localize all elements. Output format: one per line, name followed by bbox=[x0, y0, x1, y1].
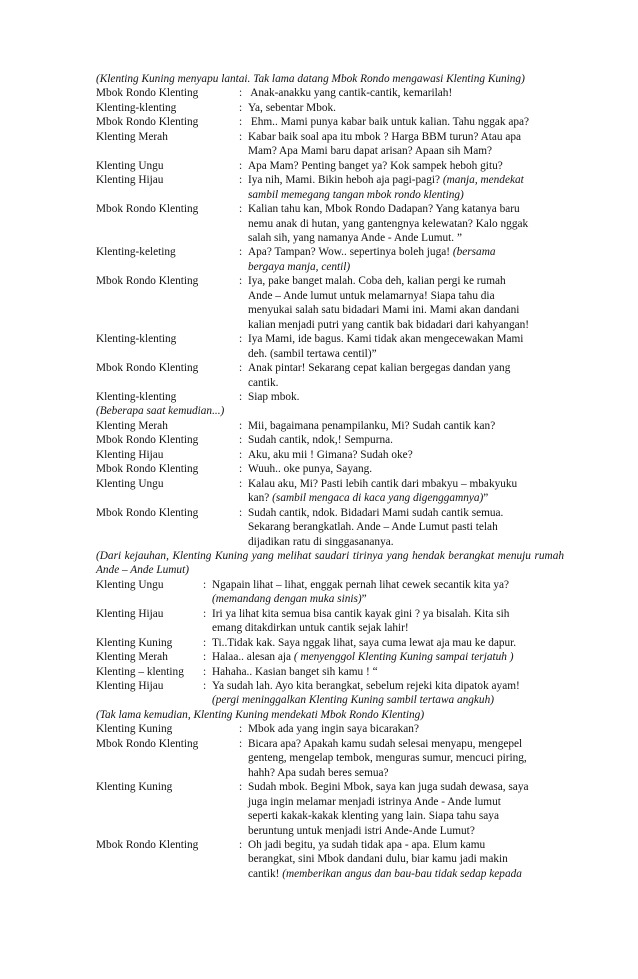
dialogue-line bbox=[96, 245, 564, 274]
dialogue-line bbox=[96, 679, 564, 708]
spoken-text: Kabar baik soal apa itu mbok ? Harga BBM turun? Atau apa bbox=[248, 130, 522, 143]
dialogue-segment bbox=[239, 751, 564, 765]
colon-separator: : bbox=[239, 333, 243, 346]
colon-separator: : bbox=[239, 390, 243, 403]
spoken-text: Ehm.. Mami punya kabar baik untuk kalian. Tahu nggak apa? bbox=[248, 116, 530, 129]
colon-separator: : bbox=[239, 839, 243, 852]
dialogue-text bbox=[239, 101, 564, 115]
dialogue-text bbox=[203, 578, 564, 607]
dialogue-segment bbox=[239, 275, 506, 287]
dialogue-segment bbox=[203, 637, 516, 649]
dialogue-line bbox=[96, 650, 564, 664]
dialogue-segment bbox=[203, 680, 520, 692]
stage-note: (memberikan angus dan bau-bau tidak sedap kepada bbox=[282, 867, 522, 880]
speaker-name: Mbok Rondo Klenting bbox=[96, 506, 199, 519]
colon-separator: : bbox=[203, 607, 207, 620]
stage-direction: (Klenting Kuning menyapu lantai. Tak lama datang Mbok Rondo mengawasi Klenting Kuning) bbox=[96, 73, 525, 85]
dialogue-line bbox=[96, 101, 564, 115]
dialogue-segment bbox=[239, 507, 503, 519]
dialogue-line bbox=[96, 202, 564, 245]
dialogue-line bbox=[96, 86, 564, 100]
dialogue-segment bbox=[239, 867, 564, 881]
spoken-text: dijadikan ratu di singgasananya. bbox=[248, 535, 394, 548]
dialogue-segment bbox=[239, 420, 495, 432]
dialogue-segment bbox=[239, 376, 564, 390]
dialogue-segment bbox=[239, 852, 564, 866]
speaker-name: Klenting Hijau bbox=[96, 680, 164, 693]
spoken-text: Iya Mami, ide bagus. Kami tidak akan mengecewakan Mami bbox=[248, 333, 524, 346]
colon-separator: : bbox=[239, 463, 243, 476]
spoken-text: Ngapain lihat – lihat, enggak pernah lihat cewek secantik kita ya? bbox=[212, 578, 510, 591]
dialogue-line bbox=[96, 274, 564, 332]
dialogue-line bbox=[96, 361, 564, 390]
dialogue-text bbox=[239, 173, 564, 202]
dialogue-text bbox=[239, 130, 564, 159]
dialogue-segment bbox=[239, 449, 413, 461]
dialogue-segment bbox=[239, 87, 452, 99]
dialogue-text bbox=[239, 477, 564, 506]
dialogue-line bbox=[96, 462, 564, 476]
dialogue-segment bbox=[239, 839, 485, 851]
dialogue-line bbox=[96, 838, 564, 881]
dialogue-segment bbox=[239, 102, 336, 114]
colon-separator: : bbox=[203, 680, 207, 693]
dialogue-segment bbox=[239, 391, 299, 403]
dialogue-text bbox=[239, 448, 564, 462]
spoken-text: Iya, pake banget malah. Coba deh, kalian pergi ke rumah bbox=[248, 275, 506, 288]
dialogue-segment bbox=[239, 463, 372, 475]
dialogue-line bbox=[96, 390, 564, 404]
speaker-name: Klenting-klenting bbox=[96, 390, 177, 403]
dialogue-text bbox=[239, 274, 564, 332]
dialogue-text bbox=[239, 722, 564, 736]
spoken-text: genteng, mengelap tembok, menguras sumur, mencuci piring, bbox=[248, 752, 527, 765]
speaker-name: Mbok Rondo Klenting bbox=[96, 275, 199, 288]
colon-separator: : bbox=[239, 174, 243, 187]
stage-note: (pergi meninggalkan Klenting Kuning sambil tertawa angkuh) bbox=[212, 694, 494, 707]
spoken-text: Iya nih, Mami. Bikin heboh aja pagi-pagi? bbox=[248, 174, 443, 187]
colon-separator: : bbox=[239, 419, 243, 432]
stage-direction: (Beberapa saat kemudian...) bbox=[96, 405, 225, 418]
spoken-text: Oh jadi begitu, ya sudah tidak apa - apa. Elum kamu bbox=[248, 839, 486, 852]
spoken-text: ” bbox=[483, 492, 489, 505]
spoken-text: ” bbox=[361, 593, 367, 606]
dialogue-segment bbox=[239, 131, 521, 143]
spoken-text: Anak-anakku yang cantik-cantik, kemarilah! bbox=[248, 87, 453, 100]
dialogue-text bbox=[203, 636, 564, 650]
stage-note: (memandang dengan muka sinis) bbox=[212, 593, 362, 606]
spoken-text: deh. (sambil tertawa centil)” bbox=[248, 347, 377, 360]
spoken-text: Mbok ada yang ingin saya bicarakan? bbox=[248, 723, 419, 736]
colon-separator: : bbox=[239, 737, 243, 750]
speaker-name: Mbok Rondo Klenting bbox=[96, 839, 199, 852]
dialogue-text bbox=[239, 419, 564, 433]
dialogue-segment bbox=[203, 693, 564, 707]
dialogue-segment bbox=[203, 579, 509, 591]
colon-separator: : bbox=[239, 246, 243, 259]
dialogue-segment bbox=[239, 116, 529, 128]
dialogue-text bbox=[239, 737, 564, 780]
spoken-text: Sudah cantik, ndok. Bidadari Mami sudah cantik semua. bbox=[248, 506, 504, 519]
stage-direction: (Dari kejauhan, Klenting Kuning yang melihat saudari tirinya yang hendak berangkat menuju rumah Ande – Ande Lumut) bbox=[96, 549, 564, 577]
spoken-text: beruntung untuk menjadi istri Ande-Ande Lumut? bbox=[248, 824, 475, 837]
speaker-name: Mbok Rondo Klenting bbox=[96, 116, 199, 129]
colon-separator: : bbox=[239, 159, 243, 172]
dialogue-segment bbox=[203, 666, 378, 678]
dialogue-text bbox=[239, 838, 564, 881]
dialogue-text bbox=[239, 506, 564, 549]
speaker-name: Klenting Merah bbox=[96, 651, 168, 664]
spoken-text: cantik. bbox=[248, 376, 279, 389]
speaker-name: Mbok Rondo Klenting bbox=[96, 463, 199, 476]
dialogue-text bbox=[239, 780, 564, 838]
speaker-name: Mbok Rondo Klenting bbox=[96, 203, 199, 216]
stage-note: sambil memegang tangan mbok rondo klenting) bbox=[248, 188, 464, 201]
dialogue-segment bbox=[239, 333, 523, 345]
dialogue-text bbox=[239, 462, 564, 476]
spoken-text: Sudah cantik, ndok,! Sempurna. bbox=[248, 434, 393, 447]
speaker-name: Klenting-klenting bbox=[96, 101, 177, 114]
speaker-name: Klenting Kuning bbox=[96, 636, 173, 649]
spoken-text: kalian menjadi putri yang cantik bak bidadari dari kahyangan! bbox=[248, 318, 530, 331]
colon-separator: : bbox=[203, 636, 207, 649]
colon-separator: : bbox=[239, 506, 243, 519]
dialogue-text bbox=[239, 245, 564, 274]
spoken-text: Ti..Tidak kak. Saya nggak lihat, saya cuma lewat aja mau ke dapur. bbox=[212, 636, 517, 649]
spoken-text: Apa Mam? Penting banget ya? Kok sampek heboh gitu? bbox=[248, 159, 503, 172]
script-page bbox=[96, 72, 564, 881]
stage-note: (sambil mengaca di kaca yang digenggamnya) bbox=[272, 492, 484, 505]
dialogue-text bbox=[239, 159, 564, 173]
speaker-name: Klenting Hijau bbox=[96, 607, 164, 620]
stage-note: ( menyenggol Klenting Kuning sampai terjatuh ) bbox=[293, 651, 514, 664]
spoken-text: Sekarang berangkatlah. Ande – Ande Lumut pasti telah bbox=[248, 521, 498, 534]
dialogue-text bbox=[239, 86, 564, 100]
dialogue-text bbox=[203, 650, 564, 664]
colon-separator: : bbox=[239, 448, 243, 461]
colon-separator: : bbox=[239, 101, 243, 114]
dialogue-text bbox=[239, 115, 564, 129]
dialogue-line bbox=[96, 159, 564, 173]
dialogue-text bbox=[239, 390, 564, 404]
dialogue-text bbox=[239, 332, 564, 361]
colon-separator: : bbox=[239, 781, 243, 794]
stage-note: bergaya manja, centil) bbox=[248, 260, 351, 273]
spoken-text: Anak pintar! Sekarang cepat kalian bergegas dandan yang bbox=[248, 362, 511, 375]
dialogue-text bbox=[239, 433, 564, 447]
speaker-name: Klenting Hijau bbox=[96, 174, 164, 187]
dialogue-segment bbox=[203, 621, 564, 635]
dialogue-line bbox=[96, 607, 564, 636]
spoken-text: Kalau aku, Mi? Pasti lebih cantik dari mbakyu – mbakyuku bbox=[248, 477, 518, 490]
dialogue-line bbox=[96, 722, 564, 736]
spoken-text: kan? bbox=[248, 492, 273, 505]
dialogue-segment bbox=[239, 795, 564, 809]
colon-separator: : bbox=[239, 434, 243, 447]
colon-separator: : bbox=[239, 477, 243, 490]
dialogue-segment bbox=[239, 203, 520, 215]
dialogue-text bbox=[203, 679, 564, 708]
dialogue-segment bbox=[239, 260, 564, 274]
speaker-name: Klenting Ungu bbox=[96, 159, 164, 172]
spoken-text: Mii, bagaimana penampilanku, Mi? Sudah cantik kan? bbox=[248, 419, 496, 432]
stage-note: (bersama bbox=[452, 246, 496, 259]
dialogue-segment bbox=[239, 160, 503, 172]
spoken-text: Halaa.. alesan aja bbox=[212, 651, 294, 664]
colon-separator: : bbox=[239, 116, 243, 129]
dialogue-segment bbox=[203, 608, 509, 620]
speaker-name: Mbok Rondo Klenting bbox=[96, 434, 199, 447]
dialogue-text bbox=[239, 202, 564, 245]
speaker-name: Klenting Merah bbox=[96, 419, 168, 432]
stage-note: (manja, mendekat bbox=[442, 174, 524, 187]
colon-separator: : bbox=[239, 723, 243, 736]
dialogue-line bbox=[96, 448, 564, 462]
dialogue-line bbox=[96, 419, 564, 433]
dialogue-segment bbox=[239, 738, 522, 750]
speaker-name: Klenting Kuning bbox=[96, 781, 173, 794]
speaker-name: Klenting-klenting bbox=[96, 333, 177, 346]
dialogue-segment bbox=[203, 651, 514, 663]
speaker-name: Klenting Kuning bbox=[96, 723, 173, 736]
dialogue-segment bbox=[239, 289, 564, 303]
spoken-text: Kalian tahu kan, Mbok Rondo Dadapan? Yang katanya baru bbox=[248, 203, 520, 216]
dialogue-segment bbox=[239, 520, 564, 534]
dialogue-segment bbox=[239, 723, 419, 735]
speaker-name: Mbok Rondo Klenting bbox=[96, 737, 199, 750]
spoken-text: Ya sudah lah. Ayo kita berangkat, sebelum rejeki kita dipatok ayam! bbox=[212, 680, 520, 693]
spoken-text: Aku, aku mii ! Gimana? Sudah oke? bbox=[248, 448, 413, 461]
dialogue-segment bbox=[239, 318, 564, 332]
speaker-name: Mbok Rondo Klenting bbox=[96, 362, 199, 375]
spoken-text: emang ditakdirkan untuk cantik sejak lahir! bbox=[212, 622, 409, 635]
colon-separator: : bbox=[203, 651, 207, 664]
speaker-name: Klenting Hijau bbox=[96, 448, 164, 461]
speaker-name: Klenting Ungu bbox=[96, 477, 164, 490]
colon-separator: : bbox=[239, 130, 243, 143]
spoken-text: Bicara apa? Apakah kamu sudah selesai menyapu, mengepel bbox=[248, 737, 523, 750]
dialogue-segment bbox=[239, 347, 564, 361]
dialogue-segment bbox=[239, 188, 564, 202]
dialogue-line bbox=[96, 115, 564, 129]
speaker-name: Klenting – klenting bbox=[96, 665, 184, 678]
dialogue-line bbox=[96, 130, 564, 159]
dialogue-segment bbox=[239, 303, 564, 317]
spoken-text: hahh? Apa sudah beres semua? bbox=[248, 766, 389, 779]
colon-separator: : bbox=[239, 362, 243, 375]
speaker-name: Mbok Rondo Klenting bbox=[96, 87, 199, 100]
dialogue-segment bbox=[239, 809, 564, 823]
colon-separator: : bbox=[239, 275, 243, 288]
colon-separator: : bbox=[203, 578, 207, 591]
colon-separator: : bbox=[239, 87, 243, 100]
spoken-text: Ya, sebentar Mbok. bbox=[248, 101, 336, 114]
spoken-text: juga ingin melamar menjadi istrinya Ande - Ande lumut bbox=[248, 795, 501, 808]
dialogue-line bbox=[96, 636, 564, 650]
speaker-name: Klenting Ungu bbox=[96, 578, 164, 591]
dialogue-segment bbox=[239, 535, 564, 549]
dialogue-segment bbox=[239, 217, 564, 231]
speaker-name: Klenting-keleting bbox=[96, 246, 176, 259]
dialogue-line bbox=[96, 477, 564, 506]
dialogue-line bbox=[96, 665, 564, 679]
spoken-text: menyukai salah satu bidadari Mami ini. Mami akan dandani bbox=[248, 304, 520, 317]
colon-separator: : bbox=[203, 665, 207, 678]
dialogue-segment bbox=[239, 478, 517, 490]
dialogue-line bbox=[96, 173, 564, 202]
colon-separator: : bbox=[239, 203, 243, 216]
spoken-text: Ande – Ande lumut untuk melamarnya! Siapa tahu dia bbox=[248, 289, 495, 302]
dialogue-segment bbox=[239, 434, 393, 446]
spoken-text: Mam? Apa Mami baru dapat arisan? Apaan sih Mam? bbox=[248, 145, 493, 158]
spoken-text: nemu anak di hutan, yang gantengnya kelewatan? Kalo nggak bbox=[248, 217, 529, 230]
spoken-text: Iri ya lihat kita semua bisa cantik kayak gini ? ya bisalah. Kita sih bbox=[212, 607, 510, 620]
dialogue-line bbox=[96, 506, 564, 549]
dialogue-segment bbox=[239, 174, 524, 186]
dialogue-line bbox=[96, 780, 564, 838]
dialogue-segment bbox=[239, 231, 564, 245]
spoken-text: Sudah mbok. Begini Mbok, saya kan juga sudah dewasa, saya bbox=[248, 781, 529, 794]
dialogue-line bbox=[96, 433, 564, 447]
dialogue-line bbox=[96, 332, 564, 361]
stage-direction: (Tak lama kemudian, Klenting Kuning mendekati Mbok Rondo Klenting) bbox=[96, 708, 425, 721]
dialogue-text bbox=[203, 607, 564, 636]
spoken-text: Hahaha.. Kasian banget sih kamu ! “ bbox=[212, 665, 378, 678]
dialogue-segment bbox=[203, 592, 564, 606]
spoken-text: berangkat, sini Mbok dandani dulu, biar kamu jadi makin bbox=[248, 853, 508, 866]
spoken-text: Siap mbok. bbox=[248, 390, 300, 403]
dialogue-segment bbox=[239, 824, 564, 838]
spoken-text: Apa? Tampan? Wow.. sepertinya boleh juga! bbox=[248, 246, 453, 259]
dialogue-segment bbox=[239, 766, 564, 780]
spoken-text: Wuuh.. oke punya, Sayang. bbox=[248, 463, 373, 476]
dialogue-segment bbox=[239, 144, 564, 158]
speaker-name: Klenting Merah bbox=[96, 130, 168, 143]
dialogue-text bbox=[239, 361, 564, 390]
spoken-text: cantik! bbox=[248, 867, 283, 880]
dialogue-segment bbox=[239, 781, 529, 793]
dialogue-segment bbox=[239, 246, 496, 258]
spoken-text: salah sih, yang namanya Ande - Ande Lumut. ” bbox=[248, 231, 462, 244]
dialogue-segment bbox=[239, 491, 564, 505]
dialogue-segment bbox=[239, 362, 510, 374]
spoken-text: seperti kakak-kakak klenting yang lain. Siapa tahu saya bbox=[248, 810, 499, 823]
dialogue-line bbox=[96, 737, 564, 780]
dialogue-text bbox=[203, 665, 564, 679]
dialogue-line bbox=[96, 578, 564, 607]
